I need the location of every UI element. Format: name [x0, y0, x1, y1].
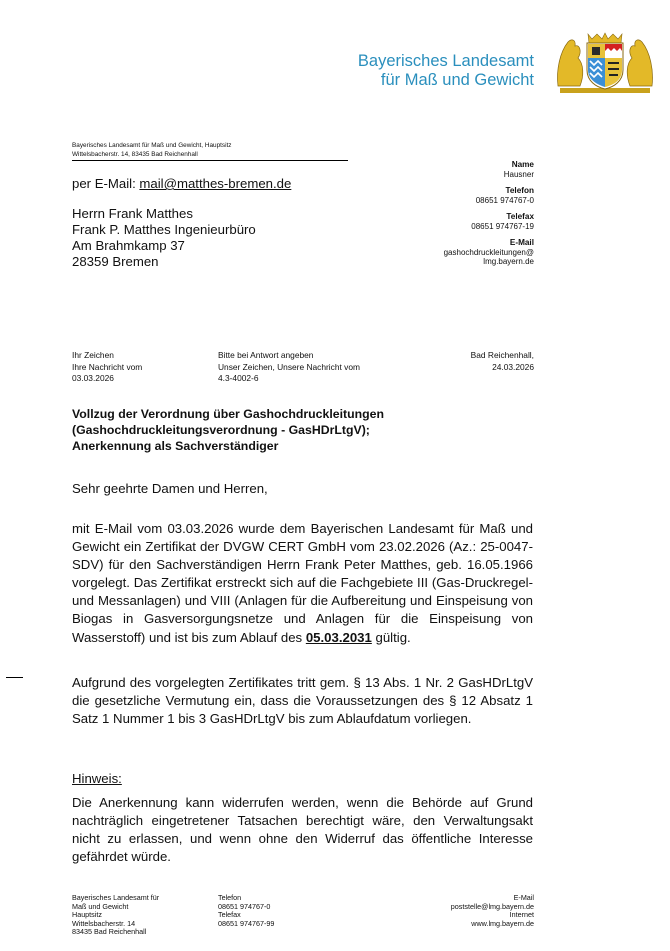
footer-address [72, 894, 159, 937]
subject-line: Anerkennung als Sachverständiger [72, 439, 279, 453]
reference-text: Ihre Nachricht vom [72, 361, 143, 372]
subject-line: Vollzug der Verordnung über Gashochdruckleitungen [72, 407, 385, 421]
recipient-line: Am Brahmkamp 37 [72, 238, 185, 253]
delivery-prefix: per E-Mail: [72, 176, 140, 191]
recipient-line: Herrn Frank Matthes [72, 206, 193, 221]
bavarian-coat-of-arms-icon [554, 30, 656, 96]
delivery-method [72, 176, 291, 192]
reference-text: Bitte bei Antwort angeben [218, 350, 314, 360]
org-name-line2: für Maß und Gewicht [380, 71, 534, 89]
contact-name-value: Hausner [503, 169, 534, 179]
expiry-date: 05.03.2031 [305, 629, 372, 645]
reference-text: 4.3-4002-6 [218, 373, 259, 383]
footer-text: Bayerisches Landesamt für [72, 893, 160, 902]
footer-text: E-Mail [513, 893, 534, 902]
paragraph-certificate [72, 520, 533, 647]
footer-text: 08651 974767-0 [218, 901, 271, 911]
organization-name [300, 52, 534, 90]
recipient-address [72, 206, 256, 270]
contact-email-value-2: lmg.bayern.de [483, 257, 534, 266]
place-and-date [400, 350, 534, 373]
recipient-line: 28359 Bremen [72, 254, 159, 269]
sender-line-2: Wittelsbacherstr. 14, 83435 Bad Reichenhall [72, 151, 198, 158]
reference-text: 03.03.2026 [72, 373, 114, 383]
recipient-email-link[interactable]: mail@matthes-bremen.de [139, 176, 292, 191]
footer-web [420, 894, 534, 928]
letter-subject [72, 406, 542, 454]
hint-heading: Hinweis: [72, 771, 122, 786]
footer-text: Hauptsitz [72, 910, 102, 920]
footer-text: Wittelsbacherstr. 14 [72, 918, 136, 928]
footer-text: Telefax [218, 910, 241, 920]
contact-phone-value: 08651 974767-0 [475, 195, 534, 205]
contact-email-value-1: gashochdruckleitungen@ [443, 247, 534, 257]
letter-date: 24.03.2026 [492, 361, 534, 372]
org-name-line1: Bayerisches Landesamt [357, 52, 534, 70]
contact-phone-label: Telefon [505, 186, 534, 195]
footer-text: poststelle@lmg.bayern.de [450, 901, 534, 911]
footer-text: www.lmg.bayern.de [471, 918, 534, 928]
reference-text: Ihr Zeichen [72, 350, 114, 360]
footer-text: Telefon [218, 893, 242, 902]
paragraph-revocation: Die Anerkennung kann widerrufen werden, wenn die Behörde auf Grund nachträglich eingetretener Tatsachen berechtigt wäre, den Verwaltungsakt nicht zu erlassen, und wenn ohne den Widerruf das öffentliche Interesse gefährdet würde. [72, 795, 533, 865]
reference-our-sign [218, 350, 360, 385]
contact-fax-label: Telefax [506, 212, 534, 221]
sender-line-1: Bayerisches Landesamt für Maß und Gewicht, Hauptsitz [72, 142, 232, 149]
footer-phone [218, 894, 274, 928]
fold-mark [6, 677, 23, 678]
contact-email-label: E-Mail [509, 238, 534, 247]
reference-your-sign [72, 350, 142, 385]
contact-name-label: Name [511, 160, 534, 169]
footer-text: 83435 Bad Reichenhall [72, 927, 147, 937]
reference-text: Unser Zeichen, Unsere Nachricht vom [218, 361, 360, 372]
paragraph-presumption: Aufgrund des vorgelegten Zertifikates tritt gem. § 13 Abs. 1 Nr. 2 GasHDrLtgV die gesetzliche Vermutung ein, dass die Voraussetzungen des § 12 Absatz 1 Satz 1 Nummer 1 bis 3 GasHDrLtgV bis zum Ablaufdatum vorliegen. [72, 675, 533, 727]
footer-text: Maß und Gewicht [72, 901, 129, 911]
contact-info-block [400, 160, 534, 274]
subject-line: (Gashochdruckleitungsverordnung - GasHDrLtgV); [72, 423, 370, 437]
sender-address-line [72, 141, 348, 161]
recipient-line: Frank P. Matthes Ingenieurbüro [72, 222, 256, 237]
footer-text: Internet [509, 910, 534, 920]
contact-fax-value: 08651 974767-19 [471, 221, 534, 231]
place: Bad Reichenhall, [470, 350, 534, 360]
paragraph-text: mit E-Mail vom 03.03.2026 wurde dem Bayerischen Landesamt für Maß und Gewicht ein Zertifikat der DVGW CERT GmbH vom 23.02.2026 (Az.: 25-0047-SDV) für den Sachverständigen Herrn Frank Peter Matthes, geb. 16.05.1966 vorgelegt. Das Zertifikat erstreckt sich auf die Fachgebiete III (Gas-Druckregel- und Messanlagen) und VIII (Anlagen für die Aufbereitung und Einspeisung von Biogas in Gasversorgungsnetze und Anlagen für die Einspeisung von Wasserstoff) und ist bis zum Ablauf des [72, 521, 533, 645]
paragraph-end: gültig. [371, 629, 411, 645]
salutation: Sehr geehrte Damen und Herren, [72, 481, 268, 496]
footer-text: 08651 974767-99 [218, 918, 275, 928]
